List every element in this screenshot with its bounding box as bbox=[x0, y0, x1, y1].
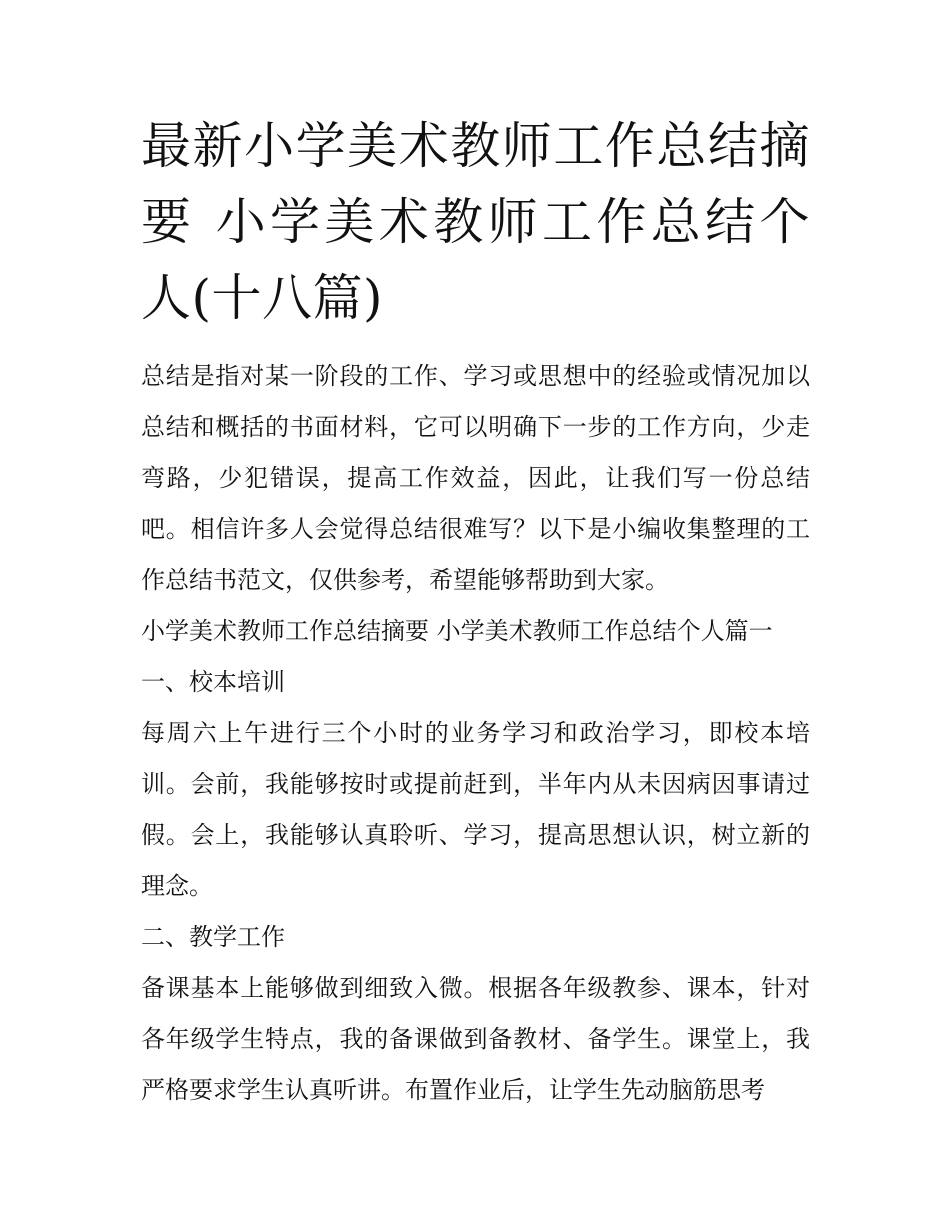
article-heading: 小学美术教师工作总结摘要 小学美术教师工作总结个人篇一 bbox=[141, 617, 773, 645]
section-heading-training: 一、校本培训 bbox=[141, 668, 285, 696]
intro-paragraph: 总结是指对某一阶段的工作、学习或思想中的经验或情况加以总结和概括的书面材料，它可以明确下一步的工作方向，少走弯路，少犯错误，提高工作效益，因此，让我们写一份总结吧。相信许多人会觉得总结很难写？以下是小编收集整理的工作总结书范文，仅供参考，希望能够帮助到大家。 bbox=[141, 362, 810, 594]
teaching-paragraph: 备课基本上能够做到细致入微。根据各年级教参、课本，针对各年级学生特点，我的备课做到备教材、备学生。课堂上，我严格要求学生认真听讲。布置作业后，让学生先动脑筋思考 bbox=[141, 974, 810, 1104]
section-heading-teaching: 二、教学工作 bbox=[141, 923, 285, 951]
document-title: 最新小学美术教师工作总结摘要 小学美术教师工作总结个人(十八篇) bbox=[141, 117, 810, 327]
training-paragraph: 每周六上午进行三个小时的业务学习和政治学习，即校本培训。会前，我能够按时或提前赶到，半年内从未因病因事请过假。会上，我能够认真聆听、学习，提高思想认识，树立新的理念。 bbox=[141, 719, 810, 900]
document-body bbox=[141, 351, 810, 1116]
